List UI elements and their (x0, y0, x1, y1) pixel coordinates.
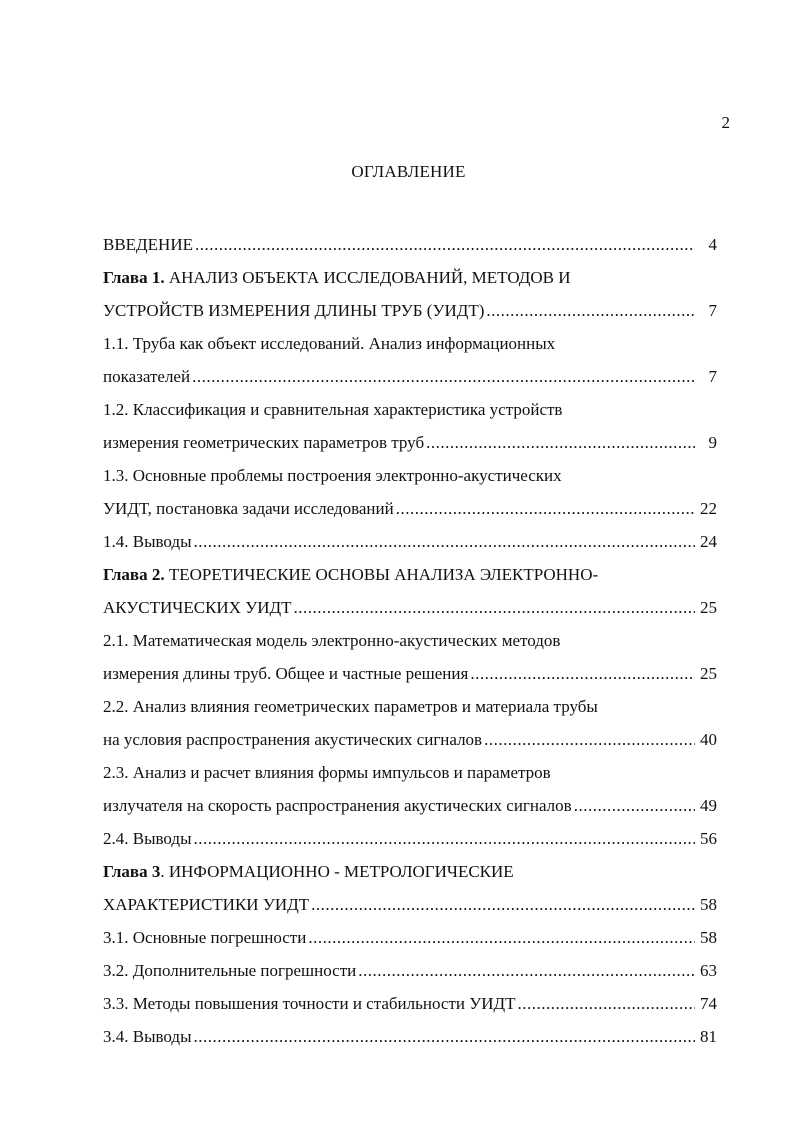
chapter-title-cont: УСТРОЙСТВ ИЗМЕРЕНИЯ ДЛИНЫ ТРУБ (УИДТ) (103, 301, 485, 320)
chapter-label: Глава 3 (103, 862, 161, 881)
leader-dots (311, 888, 695, 921)
chapter-label: Глава 2. (103, 565, 165, 584)
toc-section-3-2[interactable] (103, 954, 717, 987)
toc-page-number: 58 (700, 928, 717, 947)
toc-section-2-3[interactable] (103, 756, 717, 789)
toc-section-2-1[interactable] (103, 624, 717, 657)
toc-section-1-3[interactable] (103, 459, 717, 492)
toc-section-1-3-cont[interactable] (103, 492, 717, 525)
toc-section-2-1-cont[interactable] (103, 657, 717, 690)
toc-page-number: 40 (700, 730, 717, 749)
toc-page-number: 9 (708, 433, 717, 452)
leader-dots (518, 987, 695, 1020)
toc-entry-text: ВВЕДЕНИЕ (103, 235, 193, 254)
toc-section-3-3[interactable] (103, 987, 717, 1020)
toc-chapter-2-cont[interactable] (103, 591, 717, 624)
toc-entry-text: измерения геометрических параметров труб (103, 433, 425, 452)
toc-section-3-1[interactable] (103, 921, 717, 954)
leader-dots (294, 591, 695, 624)
toc-entry-text: 1.1. Труба как объект исследований. Анализ информационных (103, 334, 556, 353)
toc-page-number: 81 (700, 1027, 717, 1046)
toc-chapter-1[interactable] (103, 261, 717, 294)
table-of-contents (103, 228, 717, 1053)
leader-dots (574, 789, 695, 822)
toc-page-number: 63 (700, 961, 717, 980)
leader-dots (308, 921, 695, 954)
toc-section-2-4[interactable] (103, 822, 717, 855)
leader-dots (358, 954, 695, 987)
toc-entry-text: 3.2. Дополнительные погрешности (103, 961, 357, 980)
toc-page-number: 49 (700, 796, 717, 815)
chapter-title: АНАЛИЗ ОБЪЕКТА ИССЛЕДОВАНИЙ, МЕТОДОВ И (168, 268, 571, 287)
toc-page-number: 25 (700, 598, 717, 617)
toc-entry-text: 2.3. Анализ и расчет влияния формы импульсов и параметров (103, 763, 551, 782)
toc-section-1-2[interactable] (103, 393, 717, 426)
toc-page-number: 7 (708, 367, 717, 386)
chapter-label: Глава 1. (103, 268, 165, 287)
toc-entry-text: 2.1. Математическая модель электронно-акустических методов (103, 631, 561, 650)
toc-entry-text: 3.1. Основные погрешности (103, 928, 307, 947)
toc-page-number: 74 (700, 994, 717, 1013)
toc-section-1-2-cont[interactable] (103, 426, 717, 459)
toc-page-number: 58 (700, 895, 717, 914)
toc-section-2-2-cont[interactable] (103, 723, 717, 756)
toc-entry-text: 3.4. Выводы (103, 1027, 192, 1046)
leader-dots (194, 1020, 695, 1053)
leader-dots (470, 657, 695, 690)
toc-entry-text: 2.4. Выводы (103, 829, 192, 848)
toc-page-number: 56 (700, 829, 717, 848)
toc-section-2-3-cont[interactable] (103, 789, 717, 822)
toc-section-1-1[interactable] (103, 327, 717, 360)
toc-page-number: 22 (700, 499, 717, 518)
chapter-title: ТЕОРЕТИЧЕСКИЕ ОСНОВЫ АНАЛИЗА ЭЛЕКТРОННО- (168, 565, 599, 584)
toc-page-number: 4 (708, 235, 717, 254)
toc-entry-text: УИДТ, постановка задачи исследований (103, 499, 394, 518)
toc-chapter-1-cont[interactable] (103, 294, 717, 327)
leader-dots (195, 228, 695, 261)
chapter-title-cont: АКУСТИЧЕСКИХ УИДТ (103, 598, 292, 617)
toc-entry-text: показателей (103, 367, 191, 386)
toc-section-3-4[interactable] (103, 1020, 717, 1053)
toc-section-1-1-cont[interactable] (103, 360, 717, 393)
toc-entry-text: излучателя на скорость распространения акустических сигналов (103, 796, 572, 815)
toc-entry-text: 1.3. Основные проблемы построения электронно-акустических (103, 466, 562, 485)
toc-page-number: 7 (708, 301, 717, 320)
leader-dots (484, 723, 695, 756)
leader-dots (194, 525, 695, 558)
leader-dots (486, 294, 695, 327)
toc-entry-text: 1.4. Выводы (103, 532, 192, 551)
leader-dots (194, 822, 695, 855)
toc-entry-text: 1.2. Классификация и сравнительная характеристика устройств (103, 400, 563, 419)
leader-dots (192, 360, 695, 393)
toc-entry-text: 3.3. Методы повышения точности и стабильности УИДТ (103, 994, 516, 1013)
toc-entry-text: измерения длины труб. Общее и частные решения (103, 664, 469, 683)
toc-page-number: 25 (700, 664, 717, 683)
toc-section-2-2[interactable] (103, 690, 717, 723)
page-title: ОГЛАВЛЕНИЕ (351, 162, 466, 181)
toc-page-number: 24 (700, 532, 717, 551)
toc-entry-intro[interactable] (103, 228, 717, 261)
chapter-title-cont: ХАРАКТЕРИСТИКИ УИДТ (103, 895, 310, 914)
toc-chapter-3-cont[interactable] (103, 888, 717, 921)
toc-entry-text: на условия распространения акустических сигналов (103, 730, 483, 749)
leader-dots (396, 492, 695, 525)
chapter-title: . ИНФОРМАЦИОННО - МЕТРОЛОГИЧЕСКИЕ (160, 862, 514, 881)
leader-dots (426, 426, 695, 459)
page-number: 2 (721, 113, 730, 132)
toc-chapter-2[interactable] (103, 558, 717, 591)
toc-section-1-4[interactable] (103, 525, 717, 558)
toc-entry-text: 2.2. Анализ влияния геометрических параметров и материала трубы (103, 697, 598, 716)
toc-chapter-3[interactable] (103, 855, 717, 888)
